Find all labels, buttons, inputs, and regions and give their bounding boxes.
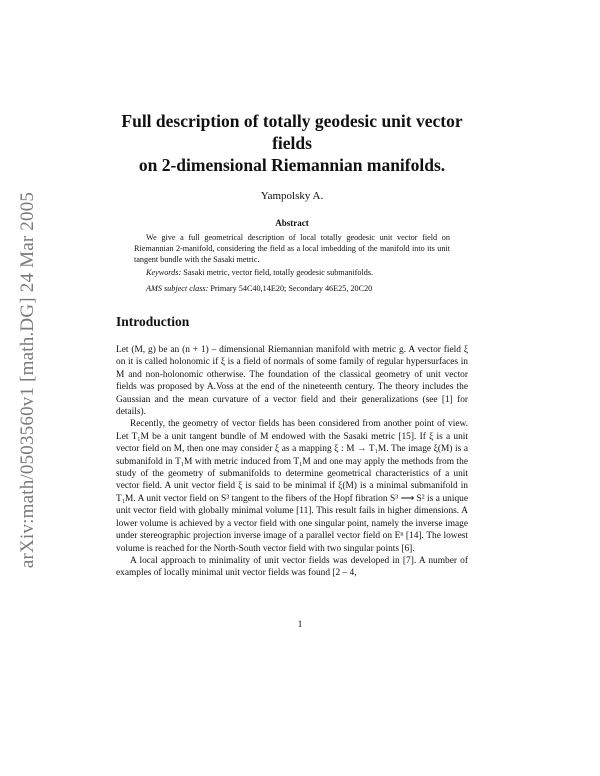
title-line-1: Full description of totally geodesic unit vector fields: [121, 111, 463, 153]
keywords-text: Sasaki metric, vector field, totally geodesic submanifolds.: [183, 268, 374, 277]
intro-paragraph-3: A local approach to minimality of unit vector fields was developed in [7]. A number of examples of locally minimal unit vector fields was found [2 – 4,: [116, 555, 468, 579]
keywords-label: Keywords:: [146, 268, 182, 277]
keywords-line: [134, 267, 450, 278]
arxiv-sidebar-stamp: [10, 100, 46, 660]
page-number: 1: [297, 620, 303, 630]
intro-paragraph-1: Let (M, g) be an (n + 1) – dimensional Riemannian manifold with metric g. A vector field ξ on it is called holonomic if ξ is a field of normals of some family of regular hypersurfaces in M and non-holonomic otherwise. The foundation of the classical geometry of unit vector fields was proposed by A.Voss at the end of the nineteenth century. The theory includes the Gaussian and the mean curvature of a vector field and their generalizations (see [1] for details).: [116, 345, 468, 418]
ams-label: AMS subject class:: [146, 284, 209, 293]
section-heading-introduction: Introduction: [116, 314, 190, 329]
ams-line: [134, 283, 450, 294]
abstract-heading: Abstract: [275, 218, 309, 228]
abstract-text: We give a full geometrical description of local totally geodesic unit vector field on Riemannian 2-manifold, considering the field as a local imbedding of the manifold into its unit tangent bundle with the Sasaki metric.: [134, 233, 450, 264]
ams-text: Primary 54C40,14E20; Secondary 46E25, 20C20: [210, 284, 373, 293]
paper-page: [116, 110, 468, 580]
author-name: Yampolsky A.: [260, 190, 324, 202]
paper-title: [116, 110, 468, 176]
title-line-2: on 2-dimensional Riemannian manifolds.: [138, 155, 446, 175]
intro-paragraph-2: Recently, the geometry of vector fields has been considered from another point of view. Let T₁M be a unit tangent bundle of M endowed with the Sasaki metric [15]. If ξ is a unit vector field on M, then one may consider ξ as a mapping ξ : M → T₁M. The image ξ(M) is a submanifold in T₁M with metric induced from T₁M and one may apply the methods from the study of the geometry of submanifolds to determine geometrical characteristics of a unit vector field. A unit vector field ξ is said to be minimal if ξ(M) is a minimal submanifold in T₁M. A unit vector field on S³ tangent to the fibers of the Hopf fibration S³ ⟶ S² is a unique unit vector field with globally minimal volume [11]. This result fails in higher dimensions. A lower volume is achieved by a vector field with one singular point, namely the inverse image under stereographic projection inverse image of a parallel vector field on Eⁿ [14]. The lowest volume is reached for the North-South vector field with two singular points [6].: [116, 419, 468, 554]
introduction-body: [116, 344, 468, 580]
abstract-block: [134, 232, 450, 294]
arxiv-identifier: arXiv:math/0503560v1 [math.DG] 24 Mar 2005: [17, 191, 39, 569]
